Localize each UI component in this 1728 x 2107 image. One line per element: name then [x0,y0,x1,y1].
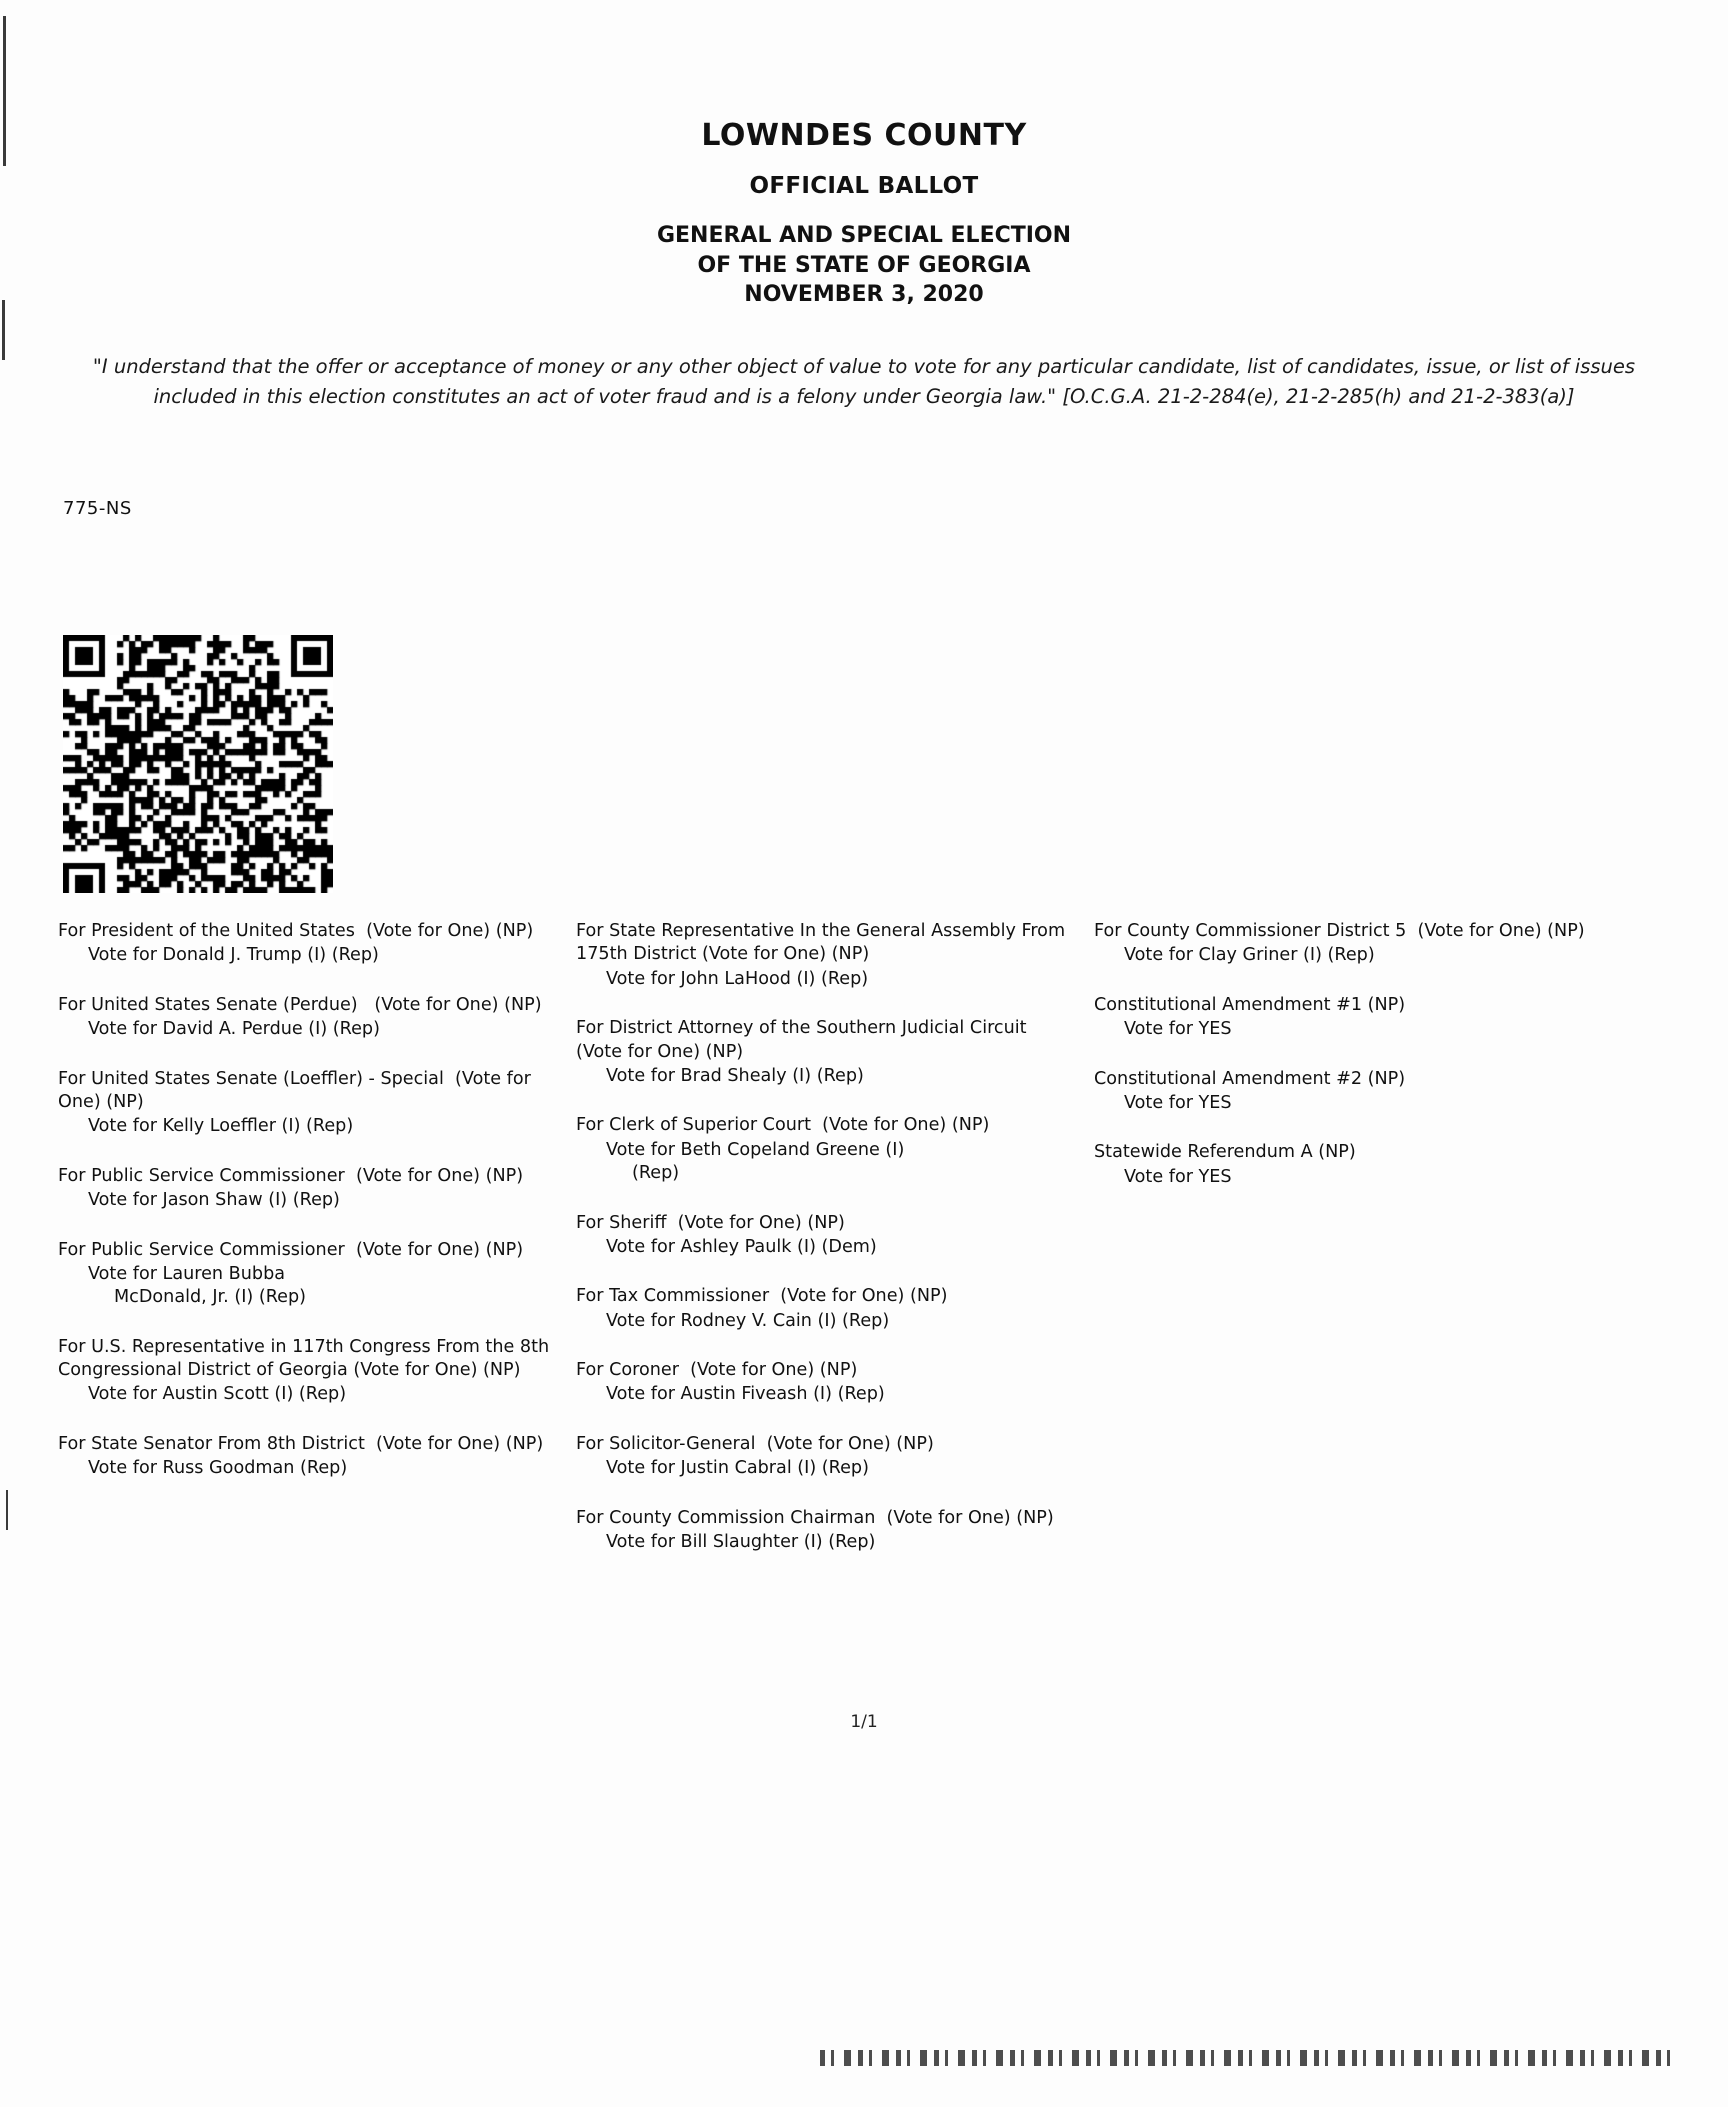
election-title-line2: OF THE STATE OF GEORGIA [697,252,1031,278]
selection-line: Vote for Austin Scott (I) (Rep) [88,1384,347,1405]
scan-artifact-left-bottom [6,1490,8,1530]
selection-line: Vote for Ashley Paulk (I) (Dem) [606,1236,877,1257]
contest-selection [1094,1018,1654,1041]
contest-title: For Public Service Commissioner (Vote for One) (NP) [58,1239,524,1260]
election-title-line1: GENERAL AND SPECIAL ELECTION [656,223,1072,248]
contest-selection [576,1236,1076,1259]
contest-selection [58,1115,558,1138]
contest-selection [58,1457,558,1480]
county-title: LOWNDES COUNTY [701,118,1027,153]
contest-column-3 [1094,920,1654,1580]
contest-selection [58,1263,558,1310]
selection-line: Vote for Justin Cabral (I) (Rep) [606,1458,869,1479]
contest-title: For Public Service Commissioner (Vote for One) (NP) [58,1165,524,1186]
contest [1094,1141,1654,1189]
contest-selection [576,1310,1076,1333]
contest-title: For State Representative In the General Assembly From 175th District (Vote for One) (NP) [576,921,1071,965]
contest [576,1114,1076,1185]
official-ballot-title: OFFICIAL BALLOT [749,173,979,199]
contest [1094,1068,1654,1116]
contest [58,1336,558,1407]
selection-line: Vote for Bill Slaughter (I) (Rep) [606,1532,876,1553]
contest-title: Constitutional Amendment #1 (NP) [1094,994,1406,1015]
contest-title: Statewide Referendum A (NP) [1094,1142,1356,1163]
contest [58,1068,558,1139]
contest [58,920,558,968]
contest-selection [576,1383,1076,1406]
election-title [0,221,1728,310]
contest-selection [576,968,1076,991]
selection-line: Vote for Russ Goodman (Rep) [88,1458,348,1479]
contest [58,1239,558,1310]
contest [58,1433,558,1481]
contest-title: For U.S. Representative in 117th Congress From the 8th Congressional District of Georgia (Vote for One) (NP) [58,1336,555,1381]
voter-fraud-oath: "I understand that the offer or acceptance of money or any other object of value to vote for any particular candidate, list of candidates, issue, or list of issues included in this election constitutes an act of voter fraud and is a felony under Georgia law." [O.C.G.A. 21-2-284(e), 21-2-285(h) and 21-2-383(a)] [92,355,1636,409]
selection-line: Vote for Donald J. Trump (I) (Rep) [88,945,379,966]
selection-line: Vote for Jason Shaw (I) (Rep) [88,1190,340,1211]
contest-title: For Clerk of Superior Court (Vote for One) (NP) [576,1115,990,1136]
contest [58,994,558,1042]
contest-title: For Solicitor-General (Vote for One) (NP) [576,1433,934,1454]
contest-title: For State Senator From 8th District (Vote for One) (NP) [58,1433,544,1454]
contest [576,1285,1076,1333]
contest-selection [1094,1166,1654,1189]
selection-line: Vote for David A. Perdue (I) (Rep) [88,1019,380,1040]
ballot-header [0,118,1728,310]
selection-line: Vote for John LaHood (I) (Rep) [606,968,869,989]
contest [576,1212,1076,1260]
selection-line: Vote for Clay Griner (I) (Rep) [1124,945,1375,966]
selection-line: Vote for Austin Fiveash (I) (Rep) [606,1384,885,1405]
ballot-qr-code [63,635,333,893]
contest-selection [1094,1092,1654,1115]
selection-line: Vote for Kelly Loeffler (I) (Rep) [88,1116,354,1137]
page-number: 1/1 [850,1712,878,1732]
contest-title: For United States Senate (Loeffler) - Special (Vote for One) (NP) [58,1068,537,1112]
contest-selection [58,944,558,967]
contest-selection [58,1383,558,1406]
contest [1094,994,1654,1042]
contest-title: For Tax Commissioner (Vote for One) (NP) [576,1286,948,1307]
scan-artifact-bottom [820,2050,1680,2066]
contest-selection [58,1018,558,1041]
contest [576,1359,1076,1407]
contest-title: For United States Senate (Perdue) (Vote for One) (NP) [58,994,542,1015]
ballot-style-code: 775-NS [63,498,132,519]
contest [576,1017,1076,1088]
contest-selection [576,1531,1076,1554]
contest-columns [58,920,1670,1580]
contest-selection [576,1065,1076,1088]
selection-line: (Rep) [632,1163,680,1184]
contest-title: Constitutional Amendment #2 (NP) [1094,1068,1406,1089]
contest-title: For President of the United States (Vote for One) (NP) [58,921,534,941]
contest [576,1507,1076,1555]
contest [576,920,1076,991]
contest-title: For Coroner (Vote for One) (NP) [576,1360,858,1381]
contest-selection [576,1139,1076,1186]
contest-column-2 [576,920,1076,1580]
contest-title: For Sheriff (Vote for One) (NP) [576,1212,845,1233]
selection-line: Vote for Lauren Bubba [88,1263,286,1284]
selection-line: Vote for YES [1124,1019,1232,1040]
contest-title: For District Attorney of the Southern Judicial Circuit (Vote for One) (NP) [576,1018,1038,1062]
selection-line: Vote for Beth Copeland Greene (I) [606,1139,905,1160]
contest-column-1 [58,920,558,1580]
contest-selection [58,1189,558,1212]
selection-line: Vote for YES [1124,1092,1232,1113]
selection-line: McDonald, Jr. (I) (Rep) [114,1287,306,1308]
contest-title: For County Commissioner District 5 (Vote for One) (NP) [1094,921,1585,941]
contest-title: For County Commission Chairman (Vote for One) (NP) [576,1507,1054,1528]
contest [576,1433,1076,1481]
contest [1094,920,1654,968]
contest-selection [576,1457,1076,1480]
selection-line: Vote for YES [1124,1166,1232,1187]
contest [58,1165,558,1213]
contest-selection [1094,944,1654,967]
selection-line: Vote for Rodney V. Cain (I) (Rep) [606,1310,890,1331]
selection-line: Vote for Brad Shealy (I) (Rep) [606,1065,864,1086]
election-date: NOVEMBER 3, 2020 [744,282,984,308]
